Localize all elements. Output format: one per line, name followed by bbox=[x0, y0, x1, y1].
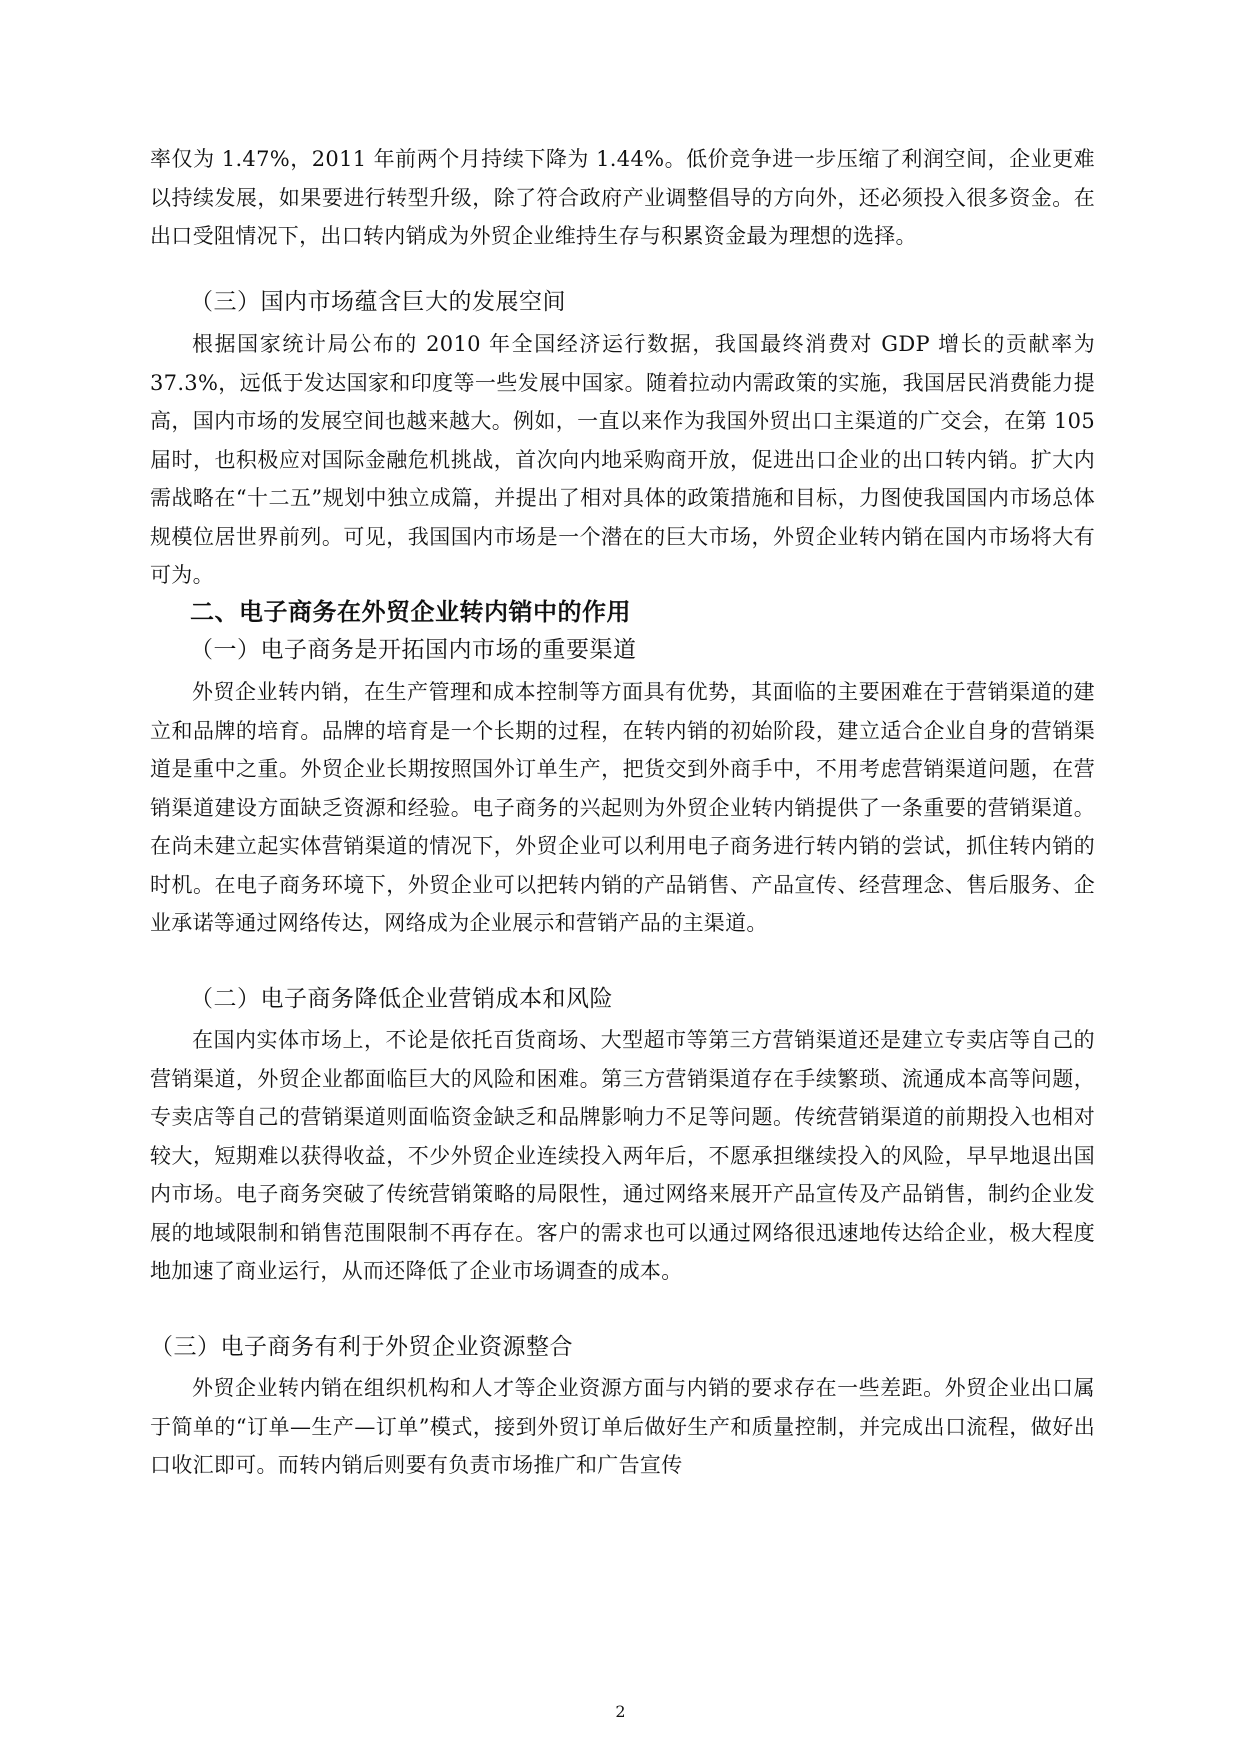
heading-resources: （三）电子商务有利于外贸企业资源整合 bbox=[150, 1334, 573, 1360]
paragraph-domestic-market: 根据国家统计局公布的 2010 年全国经济运行数据，我国最终消费对 GDP 增长的贡献率为 37.3%，远低于发达国家和印度等一些发展中国家。随着拉动内需政策的实施，我国居民消费能力提高，国内市场的发展空间也越来越大。例如，一直以来作为我国外贸出口主渠道的广交会，在第 105 届时，也积极应对国际金融危机挑战，首次向内地采购商开放，促进出口企业的出口转内销。扩大内需战略在“十二五”规划中独立成篇，并提出了相对具体的政策措施和目标，力图使我国国内市场总体规模位居世界前列。可见，我国国内市场是一个潜在的巨大市场，外贸企业转内销在国内市场将大有可为。 bbox=[150, 332, 1095, 587]
heading-channel: （一）电子商务是开拓国内市场的重要渠道 bbox=[190, 637, 637, 663]
heading-domestic-market: （三）国内市场蕴含巨大的发展空间 bbox=[190, 289, 566, 315]
page-number: 2 bbox=[615, 1702, 626, 1721]
heading-section-two: 二、电子商务在外贸企业转内销中的作用 bbox=[190, 598, 631, 626]
paragraph-continued: 率仅为 1.47%，2011 年前两个月持续下降为 1.44%。低价竞争进一步压缩了利润空间，企业更难以持续发展，如果要进行转型升级，除了符合政府产业调整倡导的方向外，还必须投入很多资金。在出口受阻情况下，出口转内销成为外贸企业维持生存与积累资金最为理想的选择。 bbox=[150, 147, 1095, 248]
paragraph-cost-risk: 在国内实体市场上，不论是依托百货商场、大型超市等第三方营销渠道还是建立专卖店等自己的营销渠道，外贸企业都面临巨大的风险和困难。第三方营销渠道存在手续繁琐、流通成本高等问题，专卖店等自己的营销渠道则面临资金缺乏和品牌影响力不足等问题。传统营销渠道的前期投入也相对较大，短期难以获得收益，不少外贸企业连续投入两年后，不愿承担继续投入的风险，早早地退出国内市场。电子商务突破了传统营销策略的局限性，通过网络来展开产品宣传及产品销售，制约企业发展的地域限制和销售范围限制不再存在。客户的需求也可以通过网络很迅速地传达给企业，极大程度地加速了商业运行，从而还降低了企业市场调查的成本。 bbox=[150, 1028, 1095, 1283]
heading-cost-risk: （二）电子商务降低企业营销成本和风险 bbox=[190, 986, 613, 1012]
paragraph-resources: 外贸企业转内销在组织机构和人才等企业资源方面与内销的要求存在一些差距。外贸企业出口属于简单的“订单—生产—订单”模式，接到外贸订单后做好生产和质量控制，并完成出口流程，做好出口收汇即可。而转内销后则要有负责市场推广和广告宣传 bbox=[150, 1376, 1095, 1477]
paragraph-channel: 外贸企业转内销，在生产管理和成本控制等方面具有优势，其面临的主要困难在于营销渠道的建立和品牌的培育。品牌的培育是一个长期的过程，在转内销的初始阶段，建立适合企业自身的营销渠道是重中之重。外贸企业长期按照国外订单生产，把货交到外商手中，不用考虑营销渠道问题，在营销渠道建设方面缺乏资源和经验。电子商务的兴起则为外贸企业转内销提供了一条重要的营销渠道。在尚未建立起实体营销渠道的情况下，外贸企业可以利用电子商务进行转内销的尝试，抓住转内销的时机。在电子商务环境下，外贸企业可以把转内销的产品销售、产品宣传、经营理念、售后服务、企业承诺等通过网络传达，网络成为企业展示和营销产品的主渠道。 bbox=[150, 680, 1095, 935]
